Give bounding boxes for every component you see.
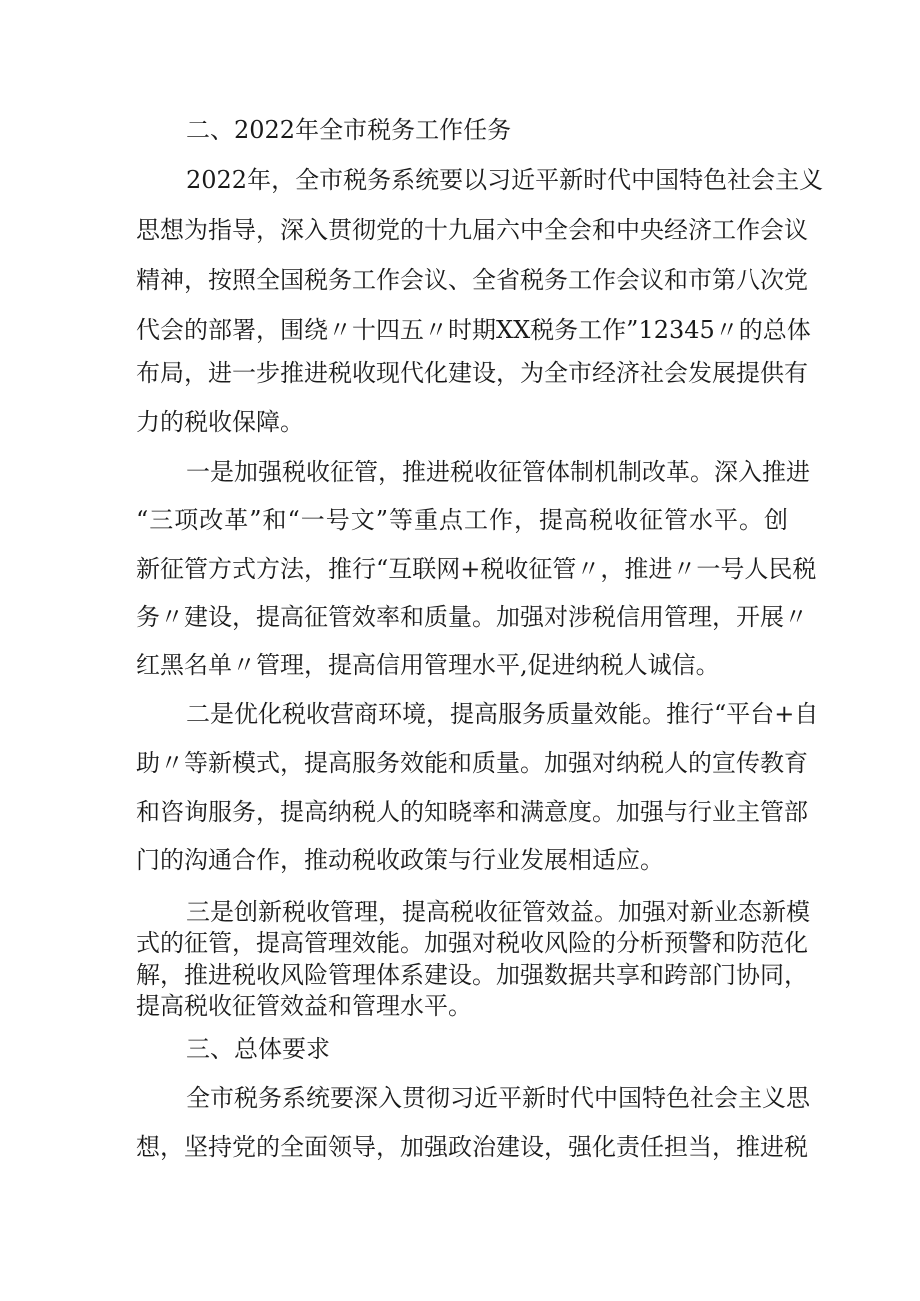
paragraph-line: 思想为指导，深入贯彻党的十九届六中全会和中央经济工作会议 xyxy=(136,216,808,244)
paragraph-line: 解，推进税收风险管理体系建设。加强数据共享和跨部门协同， xyxy=(136,961,808,989)
paragraph-line: 新征管方式方法，推行“互联网+税收征管〃，推进〃一号人民税 xyxy=(136,555,817,583)
paragraph-line: 门的沟通合作，推动税收政策与行业发展相适应。 xyxy=(136,846,664,874)
paragraph-line: 助〃等新模式，提高服务效能和质量。加强对纳税人的宣传教育 xyxy=(136,749,808,777)
paragraph-line: 式的征管，提高管理效能。加强对税收风险的分析预警和防范化 xyxy=(136,929,808,957)
paragraph-line: 和咨询服务，提高纳税人的知晓率和满意度。加强与行业主管部 xyxy=(136,798,808,826)
paragraph-line: 代会的部署，围绕〃十四五〃时期XX税务工作”12345〃的总体 xyxy=(136,316,811,344)
paragraph-line: 三是创新税收管理，提高税收征管效益。加强对新业态新模 xyxy=(186,898,810,926)
section-heading-2022-tasks: 二、2022年全市税务工作任务 xyxy=(186,116,512,144)
paragraph-line: 全市税务系统要深入贯彻习近平新时代中国特色社会主义思 xyxy=(186,1084,810,1112)
paragraph-line: 想，坚持党的全面领导，加强政治建设，强化责任担当，推进税 xyxy=(136,1133,808,1161)
paragraph-line: 提高税收征管效益和管理水平。 xyxy=(136,992,472,1020)
paragraph-line: 务〃建设，提高征管效率和质量。加强对涉税信用管理，开展〃 xyxy=(136,603,808,631)
paragraph-line: 一是加强税收征管，推进税收征管体制机制改革。深入推进 xyxy=(186,458,810,486)
paragraph-line: 布局，进一步推进税收现代化建设，为全市经济社会发展提供有 xyxy=(136,359,808,387)
paragraph-line: “三项改革”和“一号文”等重点工作，提高税收征管水平。创 xyxy=(136,506,788,534)
section-heading-general-requirements: 三、总体要求 xyxy=(186,1035,330,1063)
paragraph-line: 2022年，全市税务系统要以习近平新时代中国特色社会主义 xyxy=(186,166,824,194)
paragraph-line: 精神，按照全国税务工作会议、全省税务工作会议和市第八次党 xyxy=(136,266,808,294)
paragraph-line: 红黑名单〃管理，提高信用管理水平,促进纳税人诚信。 xyxy=(136,651,720,679)
paragraph-line: 二是优化税收营商环境，提高服务质量效能。推行“平台+自 xyxy=(186,700,819,728)
paragraph-line: 力的税收保障。 xyxy=(136,408,304,436)
